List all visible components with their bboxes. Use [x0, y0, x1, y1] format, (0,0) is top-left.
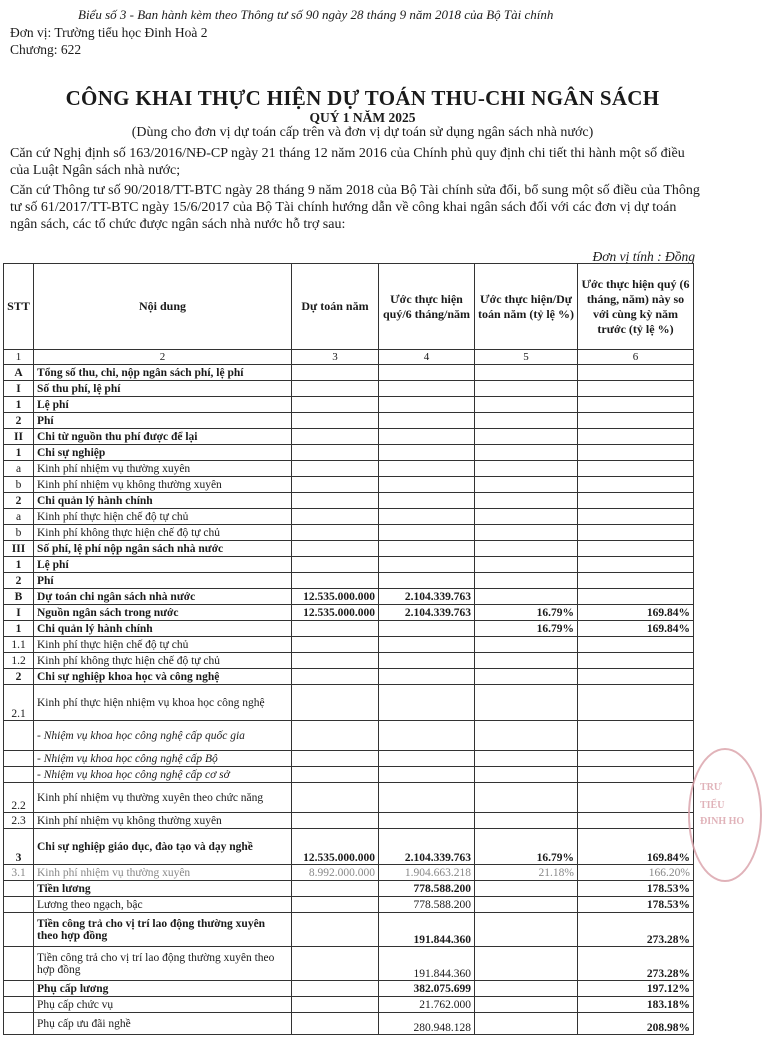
row-actual: [379, 509, 475, 525]
row-estimate: 12.535.000.000: [292, 829, 379, 865]
row-yoy: [578, 365, 694, 381]
row-actual: [379, 445, 475, 461]
row-actual: [379, 685, 475, 721]
row-stt: 1: [4, 445, 34, 461]
row-actual: [379, 783, 475, 813]
col-number: 3: [292, 350, 379, 365]
row-actual: 2.104.339.763: [379, 589, 475, 605]
table-row: [4, 1013, 694, 1035]
table-row: [4, 461, 694, 477]
row-estimate: [292, 669, 379, 685]
header-content: Nội dung: [34, 264, 292, 350]
row-stt: 2: [4, 413, 34, 429]
table-row: [4, 829, 694, 865]
row-content: Chi quản lý hành chính: [34, 621, 292, 637]
row-content: Kinh phí nhiệm vụ không thường xuyên: [34, 813, 292, 829]
row-stt: I: [4, 605, 34, 621]
row-ratio: 16.79%: [475, 829, 578, 865]
table-row: [4, 997, 694, 1013]
row-content: Kinh phí nhiệm vụ không thường xuyên: [34, 477, 292, 493]
col-number: 6: [578, 350, 694, 365]
table-row: [4, 947, 694, 981]
row-ratio: [475, 557, 578, 573]
row-actual: 191.844.360: [379, 913, 475, 947]
row-yoy: 169.84%: [578, 829, 694, 865]
scope-note: (Dùng cho đơn vị dự toán cấp trên và đơn vị dự toán sử dụng ngân sách nhà nước): [131, 125, 594, 140]
header-yoy: Ước thực hiện quý (6 tháng, năm) này so với cùng kỳ năm trước (tỷ lệ %): [578, 264, 694, 350]
row-content: Phí: [34, 573, 292, 589]
row-actual: [379, 365, 475, 381]
row-content: Lệ phí: [34, 397, 292, 413]
row-actual: [379, 413, 475, 429]
row-stt: A: [4, 365, 34, 381]
row-content: Chi sự nghiệp: [34, 445, 292, 461]
row-estimate: [292, 881, 379, 897]
row-actual: 1.904.663.218: [379, 865, 475, 881]
row-ratio: [475, 813, 578, 829]
row-stt: [4, 1013, 34, 1035]
row-stt: [4, 947, 34, 981]
row-ratio: [475, 783, 578, 813]
row-actual: [379, 461, 475, 477]
row-actual: [379, 669, 475, 685]
row-estimate: [292, 493, 379, 509]
row-stt: [4, 767, 34, 783]
col-number: 2: [34, 350, 292, 365]
row-content: Chi sự nghiệp giáo dục, đào tạo và dạy nghề: [34, 829, 292, 865]
row-ratio: [475, 997, 578, 1013]
row-ratio: [475, 541, 578, 557]
row-actual: [379, 621, 475, 637]
table-row: [4, 397, 694, 413]
row-ratio: [475, 685, 578, 721]
table-row: [4, 913, 694, 947]
row-ratio: [475, 637, 578, 653]
row-yoy: [578, 721, 694, 751]
row-content: Tiền công trả cho vị trí lao động thường xuyên theo hợp đồng: [34, 947, 292, 981]
row-estimate: [292, 637, 379, 653]
row-stt: 3.1: [4, 865, 34, 881]
row-estimate: [292, 685, 379, 721]
table-row: [4, 751, 694, 767]
row-yoy: [578, 669, 694, 685]
row-ratio: [475, 767, 578, 783]
row-yoy: [578, 445, 694, 461]
row-content: Kinh phí nhiệm vụ thường xuyên: [34, 865, 292, 881]
row-yoy: [578, 637, 694, 653]
row-actual: 191.844.360: [379, 947, 475, 981]
row-ratio: [475, 589, 578, 605]
table-row: [4, 493, 694, 509]
row-yoy: 197.12%: [578, 981, 694, 997]
official-stamp: [688, 748, 762, 882]
row-ratio: 16.79%: [475, 605, 578, 621]
row-content: Lệ phí: [34, 557, 292, 573]
table-row: [4, 413, 694, 429]
row-ratio: [475, 721, 578, 751]
row-stt: [4, 913, 34, 947]
row-content: - Nhiệm vụ khoa học công nghệ cấp Bộ: [34, 751, 292, 767]
row-estimate: [292, 477, 379, 493]
table-row: [4, 541, 694, 557]
row-actual: 778.588.200: [379, 881, 475, 897]
stamp-text: TIỂU: [700, 800, 725, 811]
row-estimate: [292, 913, 379, 947]
row-estimate: [292, 541, 379, 557]
table-row: [4, 865, 694, 881]
table-row: [4, 881, 694, 897]
row-content: Chi quản lý hành chính: [34, 493, 292, 509]
row-yoy: [578, 783, 694, 813]
row-estimate: [292, 783, 379, 813]
row-yoy: [578, 525, 694, 541]
row-content: Nguồn ngân sách trong nước: [34, 605, 292, 621]
row-ratio: [475, 573, 578, 589]
col-number: 4: [379, 350, 475, 365]
row-estimate: [292, 621, 379, 637]
table-row: [4, 669, 694, 685]
row-estimate: [292, 445, 379, 461]
row-estimate: [292, 365, 379, 381]
row-stt: [4, 751, 34, 767]
row-estimate: [292, 981, 379, 997]
row-ratio: [475, 881, 578, 897]
row-estimate: 12.535.000.000: [292, 605, 379, 621]
column-number-row: [4, 350, 694, 365]
row-stt: II: [4, 429, 34, 445]
row-estimate: [292, 429, 379, 445]
row-content: Tiền lương: [34, 881, 292, 897]
table-row: [4, 981, 694, 997]
row-yoy: [578, 493, 694, 509]
table-row: [4, 897, 694, 913]
row-yoy: [578, 813, 694, 829]
table-row: [4, 557, 694, 573]
table-row: [4, 445, 694, 461]
table-row: [4, 721, 694, 751]
row-ratio: [475, 1013, 578, 1035]
row-actual: 2.104.339.763: [379, 829, 475, 865]
table-body: [4, 365, 694, 1035]
row-estimate: [292, 653, 379, 669]
row-yoy: [578, 541, 694, 557]
row-ratio: [475, 381, 578, 397]
row-estimate: [292, 509, 379, 525]
table-row: [4, 429, 694, 445]
budget-table: [3, 263, 694, 1035]
row-ratio: [475, 445, 578, 461]
chapter: Chương: 622: [10, 42, 82, 57]
row-yoy: [578, 477, 694, 493]
row-actual: [379, 525, 475, 541]
row-estimate: [292, 813, 379, 829]
row-content: Kinh phí nhiệm vụ thường xuyên: [34, 461, 292, 477]
row-content: Tiền công trả cho vị trí lao động thường xuyên theo hợp đồng: [34, 913, 292, 947]
table-row: [4, 767, 694, 783]
table-row: [4, 653, 694, 669]
row-actual: [379, 541, 475, 557]
col-number: 1: [4, 350, 34, 365]
row-content: Kinh phí nhiệm vụ thường xuyên theo chức năng: [34, 783, 292, 813]
row-stt: 2.1: [4, 685, 34, 721]
row-stt: a: [4, 509, 34, 525]
row-ratio: [475, 913, 578, 947]
row-actual: [379, 751, 475, 767]
row-ratio: 16.79%: [475, 621, 578, 637]
row-content: Số thu phí, lệ phí: [34, 381, 292, 397]
row-yoy: [578, 509, 694, 525]
row-yoy: [578, 429, 694, 445]
row-actual: [379, 429, 475, 445]
row-yoy: [578, 413, 694, 429]
row-actual: [379, 573, 475, 589]
currency-unit: Đơn vị tính : Đồng: [592, 249, 695, 264]
table-row: [4, 509, 694, 525]
stamp-text: TRƯ: [700, 782, 722, 793]
table-row: [4, 477, 694, 493]
row-ratio: [475, 751, 578, 767]
row-content: Kinh phí không thực hiện chế độ tự chủ: [34, 653, 292, 669]
row-estimate: [292, 573, 379, 589]
header-actual: Ước thực hiện quý/6 tháng/năm: [379, 264, 475, 350]
table-row: [4, 621, 694, 637]
row-estimate: [292, 525, 379, 541]
row-content: Dự toán chi ngân sách nhà nước: [34, 589, 292, 605]
row-stt: 2.2: [4, 783, 34, 813]
row-content: Tổng số thu, chi, nộp ngân sách phí, lệ phí: [34, 365, 292, 381]
row-actual: 382.075.699: [379, 981, 475, 997]
table-row: [4, 381, 694, 397]
row-estimate: [292, 381, 379, 397]
table-row: [4, 783, 694, 813]
row-actual: [379, 721, 475, 751]
table-row: [4, 605, 694, 621]
row-ratio: [475, 477, 578, 493]
row-actual: [379, 653, 475, 669]
row-content: Kinh phí thực hiện chế độ tự chủ: [34, 509, 292, 525]
row-yoy: 183.18%: [578, 997, 694, 1013]
table-row: [4, 685, 694, 721]
row-content: Phụ cấp chức vụ: [34, 997, 292, 1013]
row-stt: [4, 897, 34, 913]
row-content: Số phí, lệ phí nộp ngân sách nhà nước: [34, 541, 292, 557]
row-content: - Nhiệm vụ khoa học công nghệ cấp cơ sở: [34, 767, 292, 783]
table-row: [4, 573, 694, 589]
row-actual: [379, 767, 475, 783]
row-actual: [379, 397, 475, 413]
row-stt: 2.3: [4, 813, 34, 829]
row-yoy: [578, 381, 694, 397]
row-yoy: 208.98%: [578, 1013, 694, 1035]
row-content: - Nhiệm vụ khoa học công nghệ cấp quốc gia: [34, 721, 292, 751]
row-stt: 1: [4, 397, 34, 413]
header-row: [4, 264, 694, 350]
row-estimate: 8.992.000.000: [292, 865, 379, 881]
row-ratio: [475, 981, 578, 997]
row-stt: a: [4, 461, 34, 477]
row-content: Chi từ nguồn thu phí được để lại: [34, 429, 292, 445]
header-stt: STT: [4, 264, 34, 350]
row-yoy: [578, 653, 694, 669]
row-actual: [379, 637, 475, 653]
row-estimate: [292, 397, 379, 413]
row-yoy: [578, 557, 694, 573]
row-ratio: [475, 493, 578, 509]
row-ratio: 21.18%: [475, 865, 578, 881]
row-ratio: [475, 509, 578, 525]
row-yoy: [578, 751, 694, 767]
row-yoy: 273.28%: [578, 913, 694, 947]
row-content: Kinh phí không thực hiện chế độ tự chủ: [34, 525, 292, 541]
row-content: Phí: [34, 413, 292, 429]
row-ratio: [475, 653, 578, 669]
row-yoy: 178.53%: [578, 881, 694, 897]
row-yoy: [578, 767, 694, 783]
row-yoy: 169.84%: [578, 605, 694, 621]
row-ratio: [475, 461, 578, 477]
row-yoy: 166.20%: [578, 865, 694, 881]
row-ratio: [475, 429, 578, 445]
row-estimate: [292, 897, 379, 913]
row-actual: [379, 477, 475, 493]
table-row: [4, 813, 694, 829]
row-stt: 1.1: [4, 637, 34, 653]
row-content: Lương theo ngạch, bậc: [34, 897, 292, 913]
row-yoy: 273.28%: [578, 947, 694, 981]
row-actual: 778.588.200: [379, 897, 475, 913]
row-estimate: [292, 767, 379, 783]
row-stt: I: [4, 381, 34, 397]
row-actual: 280.948.128: [379, 1013, 475, 1035]
legal-basis-2: Căn cứ Thông tư số 90/2018/TT-BTC ngày 28 tháng 9 năm 2018 của Bộ Tài chính sửa đổi, bổ sung một số điều của Thông tư số 61/2017/TT-BTC ngày 15/6/2017 của Bộ Tài chính hướng dẫn về công khai ngân sách đối với các đơn vị dự toán ngân sách, các tổ chức được ngân sách nhà nước hỗ trợ sau:: [10, 183, 700, 232]
row-estimate: [292, 997, 379, 1013]
row-stt: [4, 721, 34, 751]
table-row: [4, 525, 694, 541]
row-content: Chi sự nghiệp khoa học và công nghệ: [34, 669, 292, 685]
row-actual: 2.104.339.763: [379, 605, 475, 621]
row-yoy: [578, 589, 694, 605]
row-ratio: [475, 897, 578, 913]
row-estimate: [292, 413, 379, 429]
table-row: [4, 637, 694, 653]
row-actual: [379, 493, 475, 509]
row-content: Kinh phí thực hiện nhiệm vụ khoa học công nghệ: [34, 685, 292, 721]
header-ratio: Ước thực hiện/Dự toán năm (tỷ lệ %): [475, 264, 578, 350]
header-estimate: Dự toán năm: [292, 264, 379, 350]
form-note: Biểu số 3 - Ban hành kèm theo Thông tư số 90 ngày 28 tháng 9 năm 2018 của Bộ Tài chính: [78, 7, 554, 22]
row-stt: [4, 881, 34, 897]
row-estimate: [292, 461, 379, 477]
page-subtitle: QUÝ 1 NĂM 2025: [309, 110, 416, 125]
row-actual: 21.762.000: [379, 997, 475, 1013]
unit-name: Đơn vị: Trường tiểu học Đinh Hoà 2: [10, 25, 208, 40]
row-ratio: [475, 525, 578, 541]
row-stt: 3: [4, 829, 34, 865]
page-title: CÔNG KHAI THỰC HIỆN DỰ TOÁN THU-CHI NGÂN SÁCH: [65, 86, 660, 110]
row-stt: 1: [4, 557, 34, 573]
row-estimate: [292, 721, 379, 751]
row-yoy: [578, 573, 694, 589]
row-estimate: [292, 557, 379, 573]
row-ratio: [475, 365, 578, 381]
row-actual: [379, 381, 475, 397]
row-ratio: [475, 397, 578, 413]
row-stt: III: [4, 541, 34, 557]
row-estimate: [292, 1013, 379, 1035]
stamp-text: ĐINH HO: [700, 816, 745, 827]
table-row: [4, 589, 694, 605]
row-content: Phụ cấp lương: [34, 981, 292, 997]
row-ratio: [475, 413, 578, 429]
row-stt: 2: [4, 669, 34, 685]
row-content: Phụ cấp ưu đãi nghề: [34, 1013, 292, 1035]
row-ratio: [475, 669, 578, 685]
row-yoy: 169.84%: [578, 621, 694, 637]
row-stt: [4, 997, 34, 1013]
row-stt: B: [4, 589, 34, 605]
row-actual: [379, 557, 475, 573]
legal-basis-1: Căn cứ Nghị định số 163/2016/NĐ-CP ngày 21 tháng 12 năm 2016 của Chính phủ quy định chi tiết thi hành một số điều của Luật Ngân sách nhà nước;: [10, 146, 685, 178]
row-estimate: 12.535.000.000: [292, 589, 379, 605]
row-stt: b: [4, 525, 34, 541]
row-estimate: [292, 947, 379, 981]
row-stt: [4, 981, 34, 997]
col-number: 5: [475, 350, 578, 365]
row-estimate: [292, 751, 379, 767]
row-stt: 1.2: [4, 653, 34, 669]
row-yoy: 178.53%: [578, 897, 694, 913]
row-actual: [379, 813, 475, 829]
table-row: [4, 365, 694, 381]
row-ratio: [475, 947, 578, 981]
row-content: Kinh phí thực hiện chế độ tự chủ: [34, 637, 292, 653]
row-stt: 1: [4, 621, 34, 637]
row-yoy: [578, 397, 694, 413]
row-stt: b: [4, 477, 34, 493]
row-yoy: [578, 685, 694, 721]
row-stt: 2: [4, 573, 34, 589]
row-yoy: [578, 461, 694, 477]
row-stt: 2: [4, 493, 34, 509]
